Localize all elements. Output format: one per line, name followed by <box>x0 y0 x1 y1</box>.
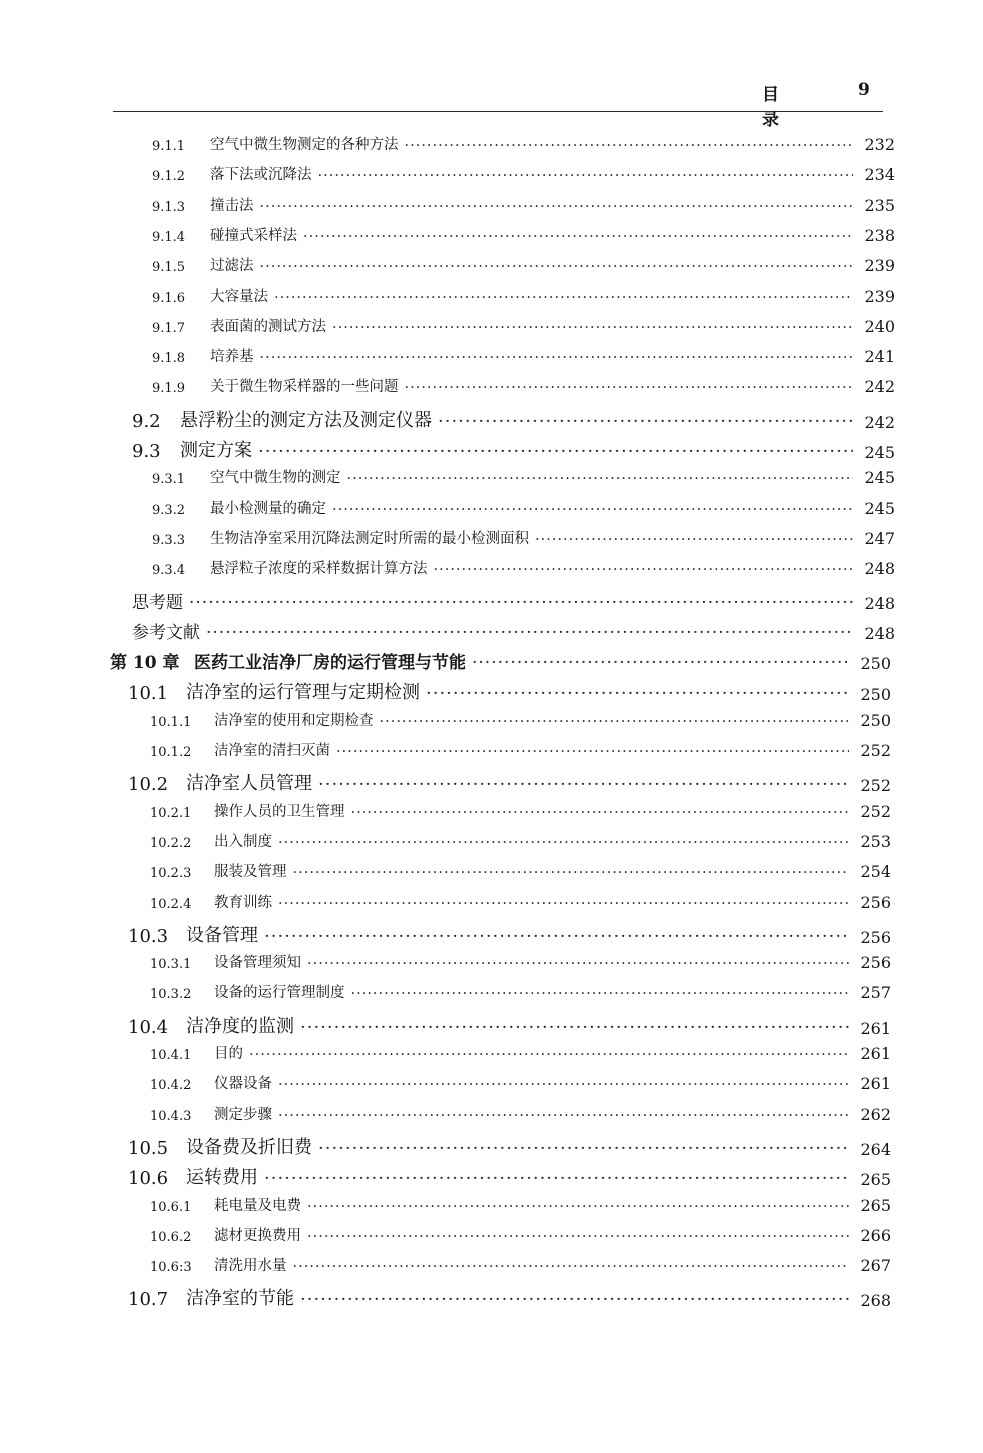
toc-entry-title: 测定步骤 <box>214 1106 272 1123</box>
toc-entry-number: 10.3 <box>128 925 169 947</box>
toc-leader-dots <box>264 1168 849 1189</box>
toc-entry-title: 操作人员的卫生管理 <box>214 803 345 820</box>
toc-entry-number: 10.2.4 <box>150 896 192 912</box>
toc-entry-number: 第 10 章 <box>110 653 180 674</box>
toc-entry-title: 关于微生物采样器的一些问题 <box>210 379 399 396</box>
toc-entry-title: 大容量法 <box>210 288 268 305</box>
toc-entry-title: 运转费用 <box>186 1167 258 1189</box>
toc-entry-page: 238 <box>864 225 895 245</box>
toc-leader-dots <box>278 835 849 851</box>
toc-entry-number: 10.4 <box>128 1016 169 1038</box>
toc-leader-dots <box>300 1017 849 1038</box>
toc-entry <box>132 436 895 462</box>
toc-entry-page: 268 <box>860 1291 891 1311</box>
toc-entry-title: 思考题 <box>132 592 183 613</box>
toc-entry-number: 10.3.2 <box>150 987 192 1003</box>
toc-entry-number: 9.3.4 <box>152 563 186 579</box>
toc-entry-number: 9.3.3 <box>152 532 186 548</box>
toc-entry-title: 仪器设备 <box>214 1076 272 1093</box>
toc-entry <box>128 1163 891 1189</box>
toc-entry <box>150 800 891 821</box>
toc-entry-title: 洁净室的节能 <box>186 1288 294 1310</box>
toc-entry-page: 235 <box>864 195 895 215</box>
toc-entry-title: 设备费及折旧费 <box>186 1136 312 1158</box>
toc-leader-dots <box>318 774 849 795</box>
toc-entry-number: 9.1.4 <box>152 229 186 245</box>
toc-leader-dots <box>405 380 854 396</box>
toc-entry <box>132 618 895 643</box>
toc-leader-dots <box>347 471 854 487</box>
toc-entry-page: 241 <box>864 347 895 367</box>
toc-entry-title: 过滤法 <box>210 258 254 275</box>
toc-entry-page: 232 <box>864 135 895 154</box>
toc-leader-dots <box>318 168 854 184</box>
toc-entry-number: 10.6:3 <box>150 1260 192 1276</box>
toc-leader-dots <box>260 350 854 366</box>
toc-entry-number: 9.1.6 <box>152 290 186 306</box>
toc-entry-number: 9.3.2 <box>152 502 186 518</box>
toc-entry <box>110 648 891 673</box>
toc-leader-dots <box>249 1047 849 1063</box>
toc-entry-number: 10.4.2 <box>150 1078 192 1094</box>
toc-entry-page: 252 <box>860 741 891 760</box>
toc-entry <box>150 1103 891 1124</box>
toc-entry-number: 10.6 <box>128 1168 169 1190</box>
toc-entry <box>152 315 895 336</box>
toc-entry-number: 10.6.1 <box>150 1199 192 1215</box>
toc-entry-page: 265 <box>860 1195 891 1215</box>
toc-entry-page: 248 <box>864 593 895 613</box>
toc-entry-number: 9.3 <box>132 441 161 462</box>
toc-entry-page: 266 <box>860 1225 891 1245</box>
toc-entry-title: 空气中微生物的测定 <box>210 470 341 487</box>
toc-leader-dots <box>260 259 854 275</box>
toc-entry <box>128 1284 891 1310</box>
toc-entry-page: 245 <box>864 498 895 518</box>
toc-leader-dots <box>278 1108 849 1124</box>
toc-entry-title: 落下法或沉降法 <box>210 167 312 184</box>
toc-entry-number: 10.2.2 <box>150 835 192 851</box>
toc-leader-dots <box>258 441 853 462</box>
toc-entry-title: 洁净室的使用和定期检查 <box>214 712 374 729</box>
toc-entry-title: 清洗用水量 <box>214 1258 287 1275</box>
toc-leader-dots <box>264 926 849 947</box>
toc-entry-title: 最小检测量的确定 <box>210 500 326 517</box>
toc-entry-page: 247 <box>864 528 895 548</box>
toc-entry <box>152 254 895 275</box>
toc-entry-number: 10.4.1 <box>150 1048 192 1063</box>
toc-entry-title: 撞击法 <box>210 197 254 214</box>
toc-entry-title: 洁净室的运行管理与定期检测 <box>186 682 420 704</box>
toc-entry-number: 10.2 <box>128 774 169 796</box>
toc-entry-page: 250 <box>860 654 891 674</box>
toc-entry-page: 261 <box>860 1044 891 1063</box>
toc-entry-number: 9.1.3 <box>152 199 186 215</box>
toc-entry-title: 设备管理 <box>186 924 258 946</box>
toc-entry-number: 10.1.1 <box>150 714 192 730</box>
toc-entry-title: 耗电量及电费 <box>214 1197 301 1214</box>
toc-entry <box>150 709 891 730</box>
toc-leader-dots <box>380 714 850 730</box>
toc-entry-page: 239 <box>864 286 895 306</box>
toc-entry-page: 261 <box>860 1018 891 1038</box>
toc-leader-dots <box>307 1199 849 1215</box>
toc-entry-page: 245 <box>864 443 895 462</box>
toc-entry-title: 服装及管理 <box>214 864 287 881</box>
toc-entry-number: 9.1.7 <box>152 320 186 336</box>
toc-leader-dots <box>405 138 854 154</box>
toc-entry <box>152 375 895 396</box>
toc-leader-dots <box>318 1138 849 1159</box>
toc-entry-page: 252 <box>860 801 891 821</box>
toc-entry-number: 9.3.1 <box>152 472 186 488</box>
toc-leader-dots <box>438 411 853 432</box>
toc-entry-title: 洁净室人员管理 <box>186 773 312 795</box>
toc-leader-dots <box>434 562 854 578</box>
toc-entry-title: 目的 <box>214 1046 243 1062</box>
toc-entry-number: 10.4.3 <box>150 1108 192 1124</box>
toc-entry <box>152 345 895 366</box>
toc-entry <box>152 194 895 215</box>
toc-leader-dots <box>206 623 853 643</box>
toc-entry-title: 设备管理须知 <box>214 955 301 972</box>
toc-entry <box>152 497 895 518</box>
toc-entry-title: 洁净室的清扫灭菌 <box>214 743 330 759</box>
toc-entry-number: 10.6.2 <box>150 1229 192 1245</box>
toc-entry-title: 表面菌的测试方法 <box>210 318 326 335</box>
toc-entry-number: 9.2 <box>132 410 161 432</box>
toc-entry-page: 264 <box>860 1139 891 1159</box>
toc-entry-title: 设备的运行管理制度 <box>214 985 345 1002</box>
toc-entry <box>152 133 895 154</box>
toc-leader-dots <box>189 593 853 613</box>
toc-leader-dots <box>426 683 849 704</box>
toc-entry-number: 10.7 <box>128 1289 169 1311</box>
toc-entry-page: 250 <box>860 685 891 705</box>
toc-entry <box>128 921 891 947</box>
toc-leader-dots <box>293 865 850 881</box>
running-head <box>740 80 880 130</box>
toc-entry <box>152 163 895 184</box>
toc-entry-number: 10.3.1 <box>150 957 192 973</box>
toc-entry-page: 265 <box>860 1170 891 1190</box>
toc-entry-title: 测定方案 <box>180 440 252 461</box>
toc-entry-page: 256 <box>860 892 891 912</box>
toc-entry-page: 250 <box>860 710 891 730</box>
toc-entry-title: 洁净度的监测 <box>186 1015 294 1037</box>
toc-entry <box>128 1133 891 1159</box>
toc-entry <box>152 527 895 548</box>
toc-entry-title: 教育训练 <box>214 894 272 911</box>
running-head-title: 目 录 <box>762 85 807 130</box>
toc-entry-number: 9.1.1 <box>152 139 186 154</box>
toc-leader-dots <box>307 956 849 972</box>
toc-entry <box>150 1254 891 1275</box>
toc-entry-title: 出入制度 <box>214 833 272 850</box>
toc-entry <box>150 830 891 851</box>
toc-entry-page: 256 <box>860 953 891 973</box>
toc-entry <box>152 285 895 306</box>
toc-leader-dots <box>336 744 849 760</box>
toc-entry-page: 252 <box>860 776 891 796</box>
toc-entry-number: 10.1.2 <box>150 745 192 760</box>
toc-entry-page: 242 <box>864 412 895 432</box>
toc-entry-title: 碰撞式采样法 <box>210 227 297 244</box>
toc-entry <box>152 466 895 487</box>
toc-entry <box>132 588 895 613</box>
toc-entry-number: 9.1.9 <box>152 381 186 397</box>
toc-leader-dots <box>278 1077 849 1093</box>
toc-entry <box>152 557 895 578</box>
toc-entry <box>150 1072 891 1093</box>
toc-entry-number: 9.1.8 <box>152 351 186 367</box>
toc-leader-dots <box>351 986 850 1002</box>
toc-entry <box>150 891 891 912</box>
toc-leader-dots <box>278 896 849 912</box>
toc-entry-title: 参考文献 <box>132 622 200 643</box>
toc-entry <box>152 224 895 245</box>
toc-entry-page: 240 <box>864 316 895 336</box>
toc-entry <box>150 1194 891 1215</box>
toc-entry-page: 248 <box>864 559 895 579</box>
toc-entry-page: 245 <box>864 468 895 488</box>
toc-entry <box>150 860 891 881</box>
toc-entry-page: 234 <box>864 165 895 185</box>
toc-entry-page: 262 <box>860 1104 891 1124</box>
toc-entry-number: 10.1 <box>128 683 169 705</box>
toc-entry <box>150 739 891 760</box>
toc-entry-number: 10.2.3 <box>150 866 192 882</box>
toc-entry-title: 培养基 <box>210 349 254 366</box>
toc-entry <box>128 769 891 795</box>
toc-leader-dots <box>332 502 853 518</box>
toc-entry-title: 空气中微生物测定的各种方法 <box>210 137 399 153</box>
toc-entry <box>150 981 891 1002</box>
toc-entry-number: 9.1.2 <box>152 169 186 185</box>
toc-leader-dots <box>332 320 853 336</box>
toc-entry-title: 医药工业洁净厂房的运行管理与节能 <box>194 653 466 674</box>
toc-leader-dots <box>274 290 853 306</box>
toc-entry-page: 239 <box>864 256 895 276</box>
toc-leader-dots <box>535 532 853 548</box>
toc-entry-number: 10.2.1 <box>150 805 192 821</box>
toc-leader-dots <box>300 1289 849 1310</box>
toc-entry-page: 256 <box>860 927 891 947</box>
toc-leader-dots <box>303 229 853 245</box>
header-rule <box>113 111 883 112</box>
running-head-page-number: 9 <box>858 80 870 100</box>
toc-entry-page: 253 <box>860 831 891 851</box>
toc-leader-dots <box>351 805 850 821</box>
toc-entry-page: 242 <box>864 377 895 397</box>
toc-entry-title: 悬浮粒子浓度的采样数据计算方法 <box>210 561 428 578</box>
toc-entry <box>150 1042 891 1063</box>
toc-entry-page: 254 <box>860 862 891 882</box>
toc-entry-number: 9.1.5 <box>152 260 186 276</box>
toc-leader-dots <box>307 1229 849 1245</box>
toc-entry-page: 248 <box>864 623 895 643</box>
toc-entry-page: 267 <box>860 1256 891 1276</box>
toc-leader-dots <box>293 1259 850 1275</box>
toc-entry-title: 生物洁净室采用沉降法测定时所需的最小检测面积 <box>210 530 529 547</box>
toc-leader-dots <box>472 653 849 673</box>
toc-entry <box>150 1224 891 1245</box>
toc-entry-page: 261 <box>860 1074 891 1094</box>
toc-leader-dots <box>260 199 854 215</box>
toc-entry <box>128 678 891 704</box>
toc-entry-title: 悬浮粉尘的测定方法及测定仪器 <box>180 409 432 431</box>
toc-entry-title: 滤材更换费用 <box>214 1227 301 1244</box>
toc-entry <box>150 951 891 972</box>
toc-entry <box>132 406 895 432</box>
toc-entry <box>128 1012 891 1038</box>
toc-entry-number: 10.5 <box>128 1137 169 1159</box>
toc-entry-page: 257 <box>860 983 891 1003</box>
